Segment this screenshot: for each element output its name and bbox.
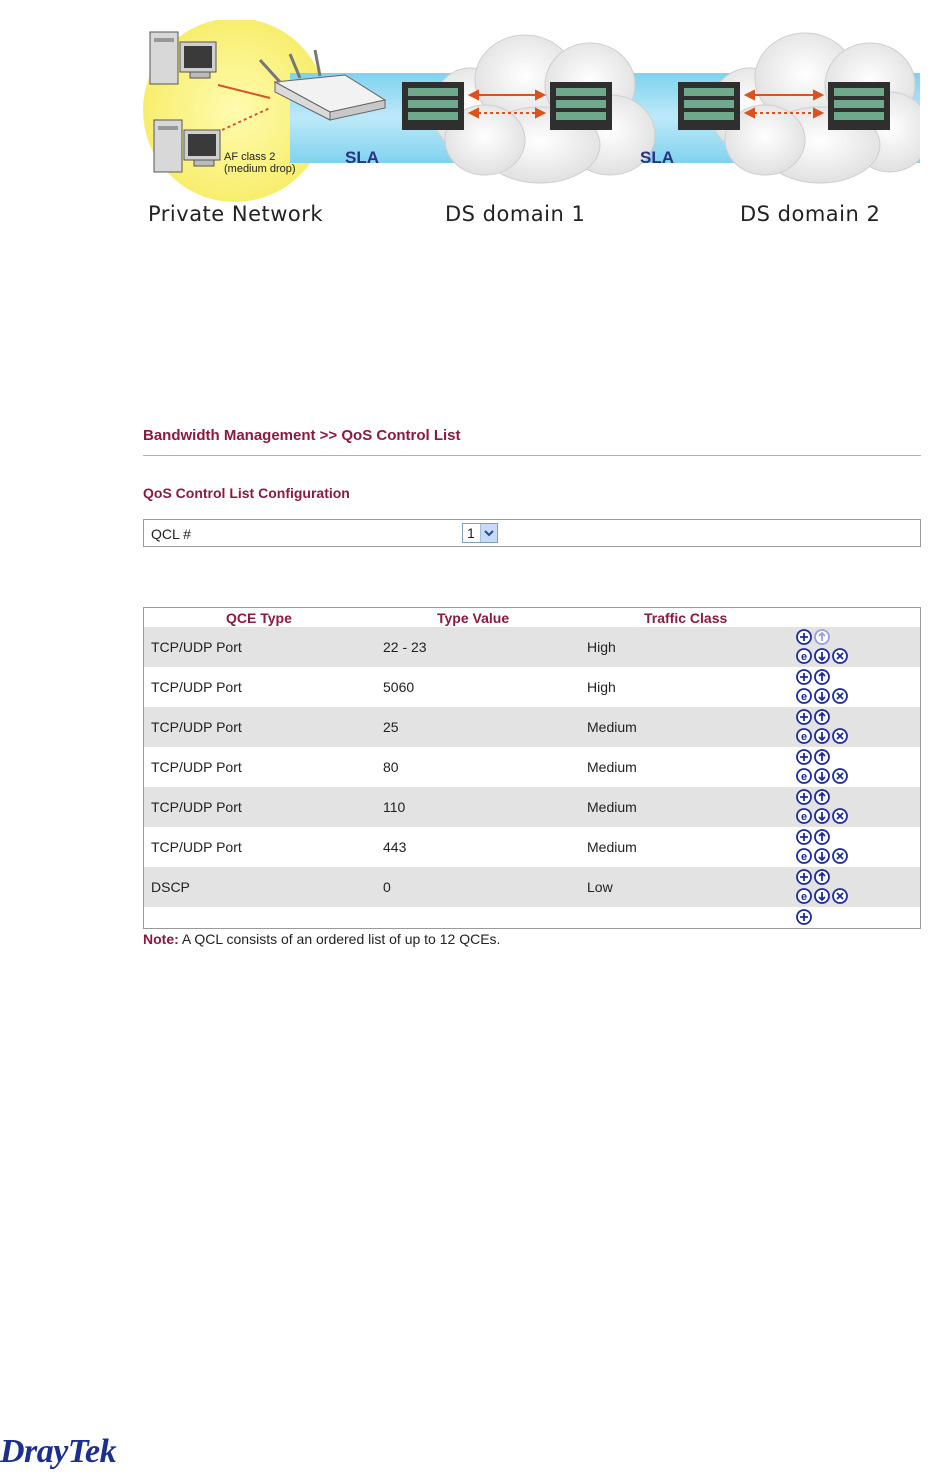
svg-text:e: e bbox=[800, 771, 808, 783]
traffic-class-cell: Medium bbox=[587, 759, 637, 775]
insert-icon[interactable] bbox=[796, 629, 812, 645]
row-actions bbox=[796, 667, 856, 707]
move-up-icon[interactable] bbox=[814, 869, 830, 885]
column-header-type-value: Type Value bbox=[437, 610, 510, 626]
title-divider bbox=[143, 455, 921, 456]
svg-text:e: e bbox=[800, 811, 808, 823]
sla-label-left: SLA bbox=[345, 148, 379, 167]
type-value-cell: 110 bbox=[383, 799, 406, 815]
qce-type-cell: TCP/UDP Port bbox=[151, 639, 242, 655]
insert-icon[interactable] bbox=[796, 709, 812, 725]
move-up-icon[interactable] bbox=[814, 669, 830, 685]
column-header-qce-type: QCE Type bbox=[226, 610, 292, 626]
network-diagram bbox=[140, 20, 920, 240]
qce-type-cell: TCP/UDP Port bbox=[151, 839, 242, 855]
move-up-icon[interactable] bbox=[814, 789, 830, 805]
note-text: A QCL consists of an ordered list of up to 12 QCEs. bbox=[178, 931, 501, 947]
table-row-add bbox=[144, 907, 920, 929]
row-actions bbox=[796, 707, 856, 747]
delete-icon[interactable] bbox=[832, 848, 848, 864]
row-actions bbox=[796, 827, 856, 867]
table-row bbox=[144, 867, 920, 907]
edit-icon[interactable] bbox=[796, 808, 812, 824]
type-value-cell: 0 bbox=[383, 879, 391, 895]
qce-type-cell: TCP/UDP Port bbox=[151, 679, 242, 695]
type-value-cell: 25 bbox=[383, 719, 399, 735]
move-down-icon[interactable] bbox=[814, 848, 830, 864]
insert-icon[interactable] bbox=[796, 669, 812, 685]
qce-type-cell: TCP/UDP Port bbox=[151, 759, 242, 775]
edit-icon[interactable] bbox=[796, 688, 812, 704]
qce-type-cell: TCP/UDP Port bbox=[151, 799, 242, 815]
move-down-icon[interactable] bbox=[814, 768, 830, 784]
qcl-label: QCL # bbox=[151, 526, 191, 542]
row-actions bbox=[796, 867, 856, 907]
row-actions bbox=[796, 907, 856, 929]
row-actions bbox=[796, 787, 856, 827]
insert-icon[interactable] bbox=[796, 869, 812, 885]
chevron-down-icon[interactable] bbox=[480, 524, 497, 542]
edit-icon[interactable] bbox=[796, 768, 812, 784]
type-value-cell: 22 - 23 bbox=[383, 639, 427, 655]
svg-text:e: e bbox=[800, 851, 808, 863]
move-down-icon[interactable] bbox=[814, 888, 830, 904]
private-network-label: Private Network bbox=[148, 202, 324, 226]
qcl-selected-value: 1 bbox=[467, 525, 475, 541]
column-header-traffic-class: Traffic Class bbox=[644, 610, 728, 626]
delete-icon[interactable] bbox=[832, 768, 848, 784]
ds-domain-2-label: DS domain 2 bbox=[740, 202, 881, 226]
note-label: Note: bbox=[143, 931, 179, 947]
move-down-icon[interactable] bbox=[814, 648, 830, 664]
insert-icon[interactable] bbox=[796, 789, 812, 805]
add-qce-icon[interactable] bbox=[796, 909, 812, 925]
type-value-cell: 80 bbox=[383, 759, 399, 775]
af-note-line1: AF class 2 bbox=[224, 151, 276, 163]
traffic-class-cell: Low bbox=[587, 879, 613, 895]
move-down-icon[interactable] bbox=[814, 808, 830, 824]
move-up-icon[interactable] bbox=[814, 629, 830, 645]
table-row bbox=[144, 667, 920, 707]
qce-table bbox=[143, 607, 921, 929]
server-icon bbox=[678, 82, 740, 130]
server-icon bbox=[828, 82, 890, 130]
traffic-class-cell: Medium bbox=[587, 799, 637, 815]
type-value-cell: 443 bbox=[383, 839, 407, 855]
insert-icon[interactable] bbox=[796, 829, 812, 845]
edit-icon[interactable] bbox=[796, 728, 812, 744]
qce-type-cell: TCP/UDP Port bbox=[151, 719, 242, 735]
table-row bbox=[144, 707, 920, 747]
move-up-icon[interactable] bbox=[814, 709, 830, 725]
delete-icon[interactable] bbox=[832, 888, 848, 904]
table-row bbox=[144, 787, 920, 827]
traffic-class-cell: Medium bbox=[587, 719, 637, 735]
edit-icon[interactable] bbox=[796, 848, 812, 864]
svg-text:e: e bbox=[800, 691, 808, 703]
page-title: Bandwidth Management >> QoS Control List bbox=[143, 427, 461, 444]
ds-domain-1-cloud bbox=[432, 35, 655, 183]
edit-icon[interactable] bbox=[796, 648, 812, 664]
move-down-icon[interactable] bbox=[814, 688, 830, 704]
delete-icon[interactable] bbox=[832, 808, 848, 824]
sla-label-right: SLA bbox=[640, 148, 674, 167]
delete-icon[interactable] bbox=[832, 688, 848, 704]
svg-text:e: e bbox=[800, 891, 808, 903]
table-row bbox=[144, 747, 920, 787]
server-icon bbox=[402, 82, 464, 130]
af-note-line2: (medium drop) bbox=[224, 163, 296, 175]
row-actions bbox=[796, 627, 856, 667]
delete-icon[interactable] bbox=[832, 648, 848, 664]
move-up-icon[interactable] bbox=[814, 749, 830, 765]
edit-icon[interactable] bbox=[796, 888, 812, 904]
note bbox=[143, 931, 500, 947]
svg-text:e: e bbox=[800, 651, 808, 663]
delete-icon[interactable] bbox=[832, 728, 848, 744]
traffic-class-cell: High bbox=[587, 679, 616, 695]
draytek-logo: DrayTek bbox=[0, 1433, 117, 1470]
traffic-class-cell: Medium bbox=[587, 839, 637, 855]
type-value-cell: 5060 bbox=[383, 679, 415, 695]
row-actions bbox=[796, 747, 856, 787]
section-title: QoS Control List Configuration bbox=[143, 485, 350, 501]
ds-domain-1-label: DS domain 1 bbox=[445, 202, 586, 226]
qcl-select[interactable] bbox=[462, 523, 498, 543]
table-row bbox=[144, 627, 920, 667]
move-up-icon[interactable] bbox=[814, 829, 830, 845]
svg-text:e: e bbox=[800, 731, 808, 743]
move-down-icon[interactable] bbox=[814, 728, 830, 744]
qcl-selector-row bbox=[143, 519, 921, 547]
traffic-class-cell: High bbox=[587, 639, 616, 655]
insert-icon[interactable] bbox=[796, 749, 812, 765]
server-icon bbox=[550, 82, 612, 130]
qce-type-cell: DSCP bbox=[151, 879, 190, 895]
table-row bbox=[144, 827, 920, 867]
